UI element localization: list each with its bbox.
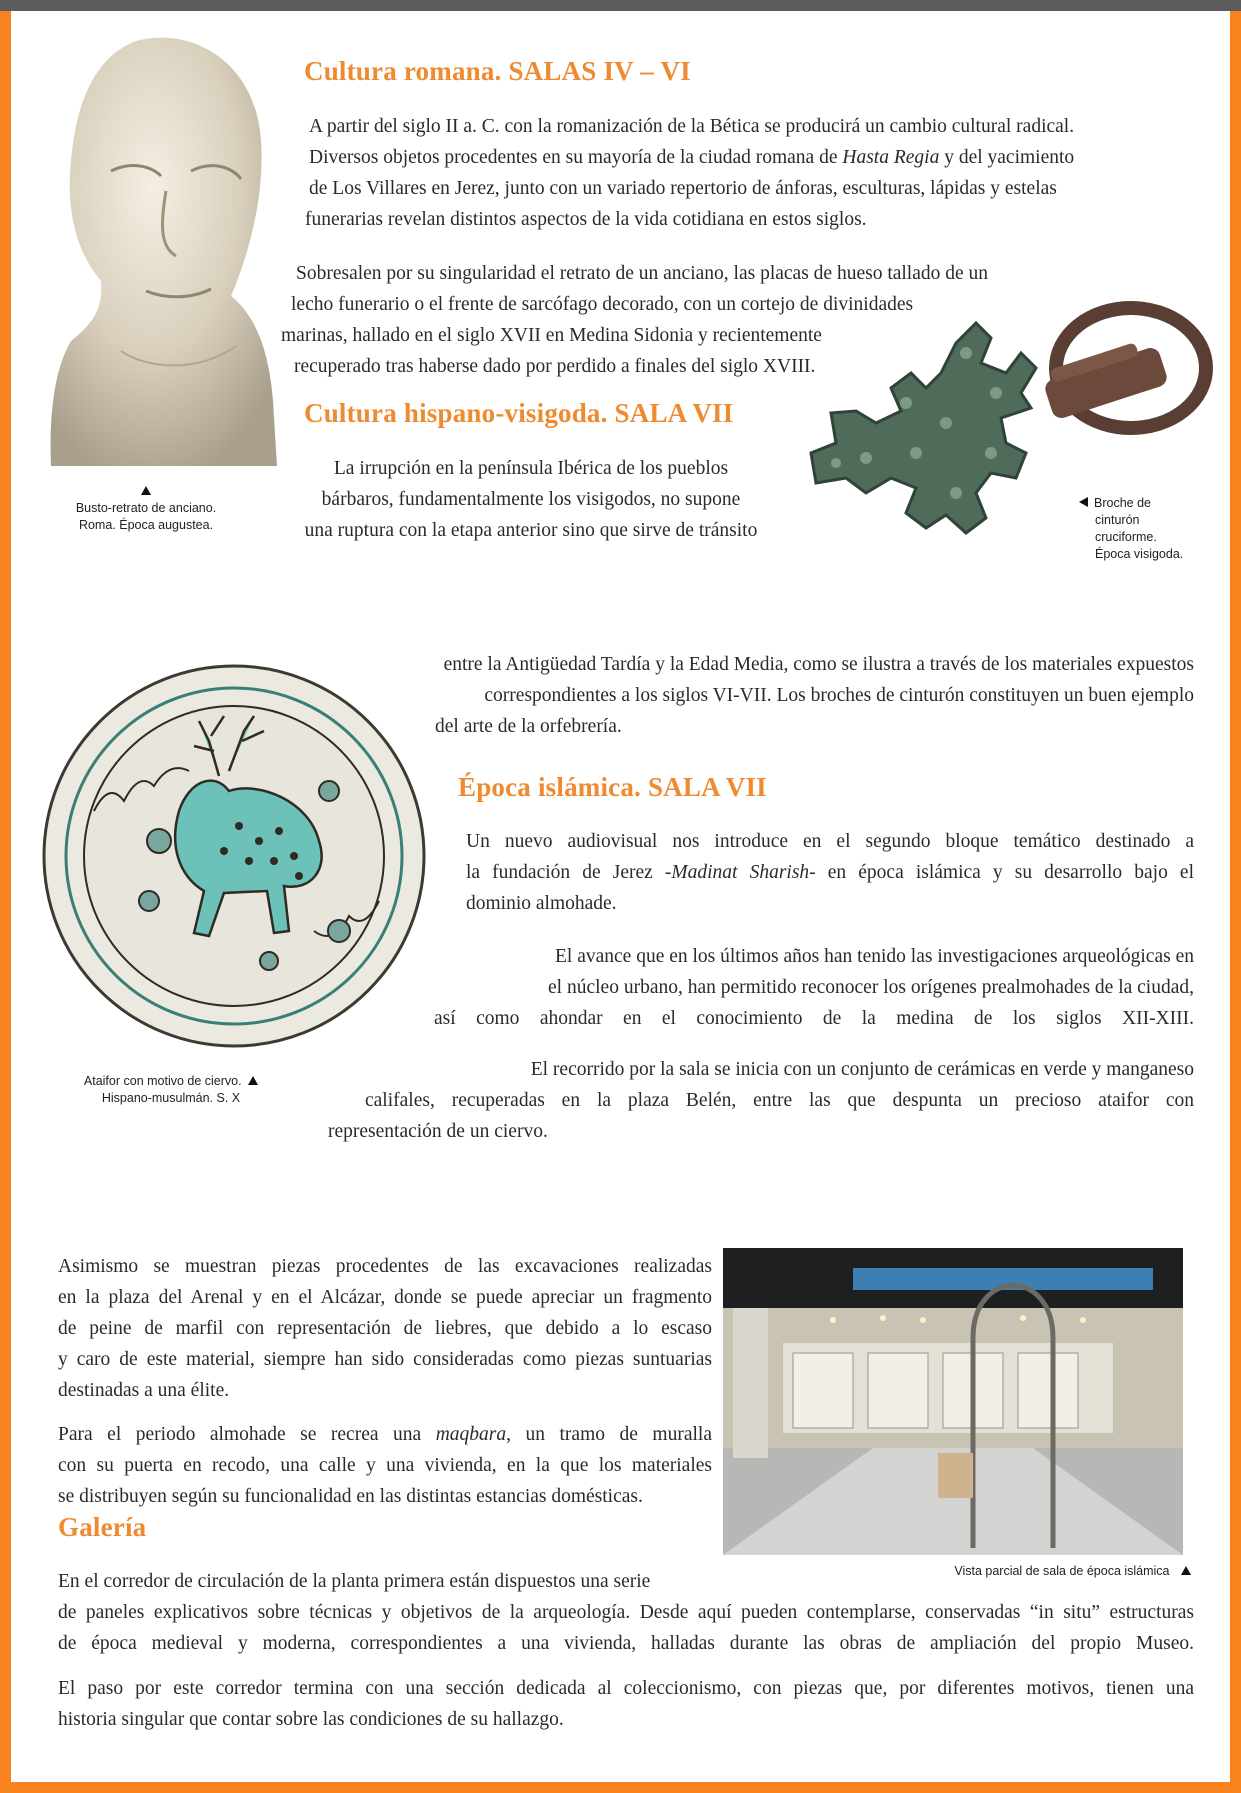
plate-caption-line: Hispano-musulmán. S. X — [101, 1091, 241, 1105]
text-line: representación de un ciervo. — [328, 1121, 548, 1142]
buckle-caption-line: cruciforme. — [1095, 530, 1157, 544]
bust-image — [41, 21, 281, 471]
page — [11, 11, 1230, 1782]
text-line: y caro de este material, siempre han sido consideradas como piezas suntuarias — [58, 1349, 712, 1370]
section-title-islamic: Época islámica. SALA VII — [458, 772, 767, 802]
text-line: A partir del siglo II a. C. con la romanización de la Bética se producirá un cambio cultural radical. — [309, 116, 1075, 137]
visigoth-paragraph-continued — [371, 649, 1194, 742]
text-line: Para el periodo almohade se recrea una maqbara, un tramo de muralla — [58, 1424, 712, 1445]
plate-caption — [51, 1073, 291, 1107]
section-title-visigoth: Cultura hispano-visigoda. SALA VII — [304, 398, 734, 428]
section-title-gallery: Galería — [58, 1512, 147, 1542]
text-line: Diversos objetos procedentes en su mayoría de la ciudad romana de Hasta Regia y del yacimiento — [309, 147, 1075, 168]
text-line: de peine de marfil con representación de liebres, que debido a lo escaso — [58, 1318, 712, 1339]
text-line: marinas, hallado en el siglo XVII en Medina Sidonia y recientemente — [281, 325, 822, 346]
buckle-caption — [1079, 495, 1219, 563]
room-caption: Vista parcial de sala de época islámica — [831, 1563, 1191, 1580]
plate-caption-line: Ataifor con motivo de ciervo. — [51, 1073, 291, 1090]
text-line: bárbaros, fundamentalmente los visigodos, no supone — [321, 489, 741, 510]
text-line: historia singular que contar sobre las condiciones de su hallazgo. — [58, 1709, 564, 1730]
text-line: en la plaza del Arenal y en el Alcázar, donde se puede apreciar un fragmento — [58, 1287, 712, 1308]
text-line: La irrupción en la península Ibérica de los pueblos — [333, 458, 729, 479]
islamic-paragraph-3 — [328, 1054, 1194, 1147]
text-line: destinadas a una élite. — [58, 1380, 230, 1401]
buckle-caption-line: Época visigoda. — [1095, 547, 1184, 561]
text-line: correspondientes a los siglos VI-VII. Los broches de cinturón constituyen un buen ejemplo — [484, 685, 1194, 706]
text-line: dominio almohade. — [466, 893, 617, 914]
text-line: entre la Antigüedad Tardía y la Edad Media, como se ilustra a través de los materiales expuestos — [443, 654, 1194, 675]
islamic-paragraph-4 — [58, 1251, 712, 1406]
text-line: la fundación de Jerez -Madinat Sharish- en época islámica y su desarrollo bajo el — [466, 862, 1194, 883]
text-line: una ruptura con la etapa anterior sino que sirve de tránsito — [304, 520, 758, 541]
text-line: califales, recuperadas en la plaza Belén, entre las que despunta un precioso ataifor con — [365, 1090, 1194, 1111]
text-line: con su puerta en recodo, una calle y una vivienda, en la que los materiales — [58, 1455, 712, 1476]
islamic-paragraph-5 — [58, 1419, 712, 1512]
italic-term: maqbara — [435, 1424, 507, 1445]
top-bar — [0, 0, 1241, 11]
gallery-paragraph-2 — [58, 1673, 1194, 1735]
text-line: el núcleo urbano, han permitido reconocer los orígenes prealmohades de la ciudad, — [548, 977, 1194, 998]
up-arrow-icon — [248, 1076, 258, 1085]
roman-paragraph-1 — [305, 111, 1189, 235]
text-line: se distribuyen según su funcionalidad en las distintas estancias domésticas. — [58, 1486, 643, 1507]
islamic-paragraph-2 — [431, 941, 1194, 1034]
visigoth-paragraph — [261, 453, 801, 546]
section-title-roman: Cultura romana. SALAS IV – VI — [304, 56, 691, 86]
text-line: lecho funerario o el frente de sarcófago decorado, con un cortejo de divinidades — [291, 294, 914, 315]
text-line: recuperado tras haberse dado por perdido a finales del siglo XVIII. — [294, 356, 816, 377]
gallery-paragraph-1 — [58, 1566, 1194, 1659]
buckle-caption-line: Broche de — [1079, 495, 1219, 512]
italic-term: Hasta Regia — [842, 147, 940, 168]
bust-caption — [51, 483, 241, 534]
text-line: El paso por este corredor termina con una sección dedicada al coleccionismo, con piezas que, por diferentes motivos, tienen una — [58, 1678, 1194, 1699]
text-line: El avance que en los últimos años han tenido las investigaciones arqueológicas en — [555, 946, 1194, 967]
left-arrow-icon — [1079, 497, 1088, 507]
text-line: así como ahondar en el conocimiento de la medina de los siglos XII-XIII. — [434, 1008, 1194, 1029]
plate-image — [39, 661, 439, 1061]
up-arrow-icon — [51, 483, 241, 500]
buckle-caption-line: cinturón — [1095, 513, 1140, 527]
bust-caption-line: Roma. Época augustea. — [78, 518, 214, 532]
room-photo — [723, 1248, 1183, 1555]
bust-caption-line: Busto-retrato de anciano. — [75, 501, 217, 515]
text-line: Sobresalen por su singularidad el retrato de un anciano, las placas de hueso tallado de un — [296, 263, 989, 284]
text-line: del arte de la orfebrería. — [435, 716, 622, 737]
italic-term: Madinat Sharish- — [671, 862, 816, 883]
text-line: Asimismo se muestran piezas procedentes de las excavaciones realizadas — [58, 1256, 712, 1277]
text-line: de Los Villares en Jerez, junto con un variado repertorio de ánforas, esculturas, lápidas y estelas — [309, 178, 1057, 199]
text-line: En el corredor de circulación de la planta primera están dispuestos una serie — [58, 1571, 651, 1592]
islamic-paragraph-1 — [466, 826, 1194, 919]
text-line: de paneles explicativos sobre técnicas y objetivos de la arqueología. Desde aquí pueden contemplarse, conservadas “in situ” estructuras — [58, 1602, 1194, 1623]
text-line: funerarias revelan distintos aspectos de la vida cotidiana en estos siglos. — [305, 209, 867, 230]
text-line: El recorrido por la sala se inicia con un conjunto de cerámicas en verde y manganeso — [530, 1059, 1194, 1080]
text-line: Un nuevo audiovisual nos introduce en el segundo bloque temático destinado a — [466, 831, 1194, 852]
text-line: de época medieval y moderna, correspondientes a una vivienda, halladas durante las obras de ampliación del propio Museo. — [58, 1633, 1194, 1654]
